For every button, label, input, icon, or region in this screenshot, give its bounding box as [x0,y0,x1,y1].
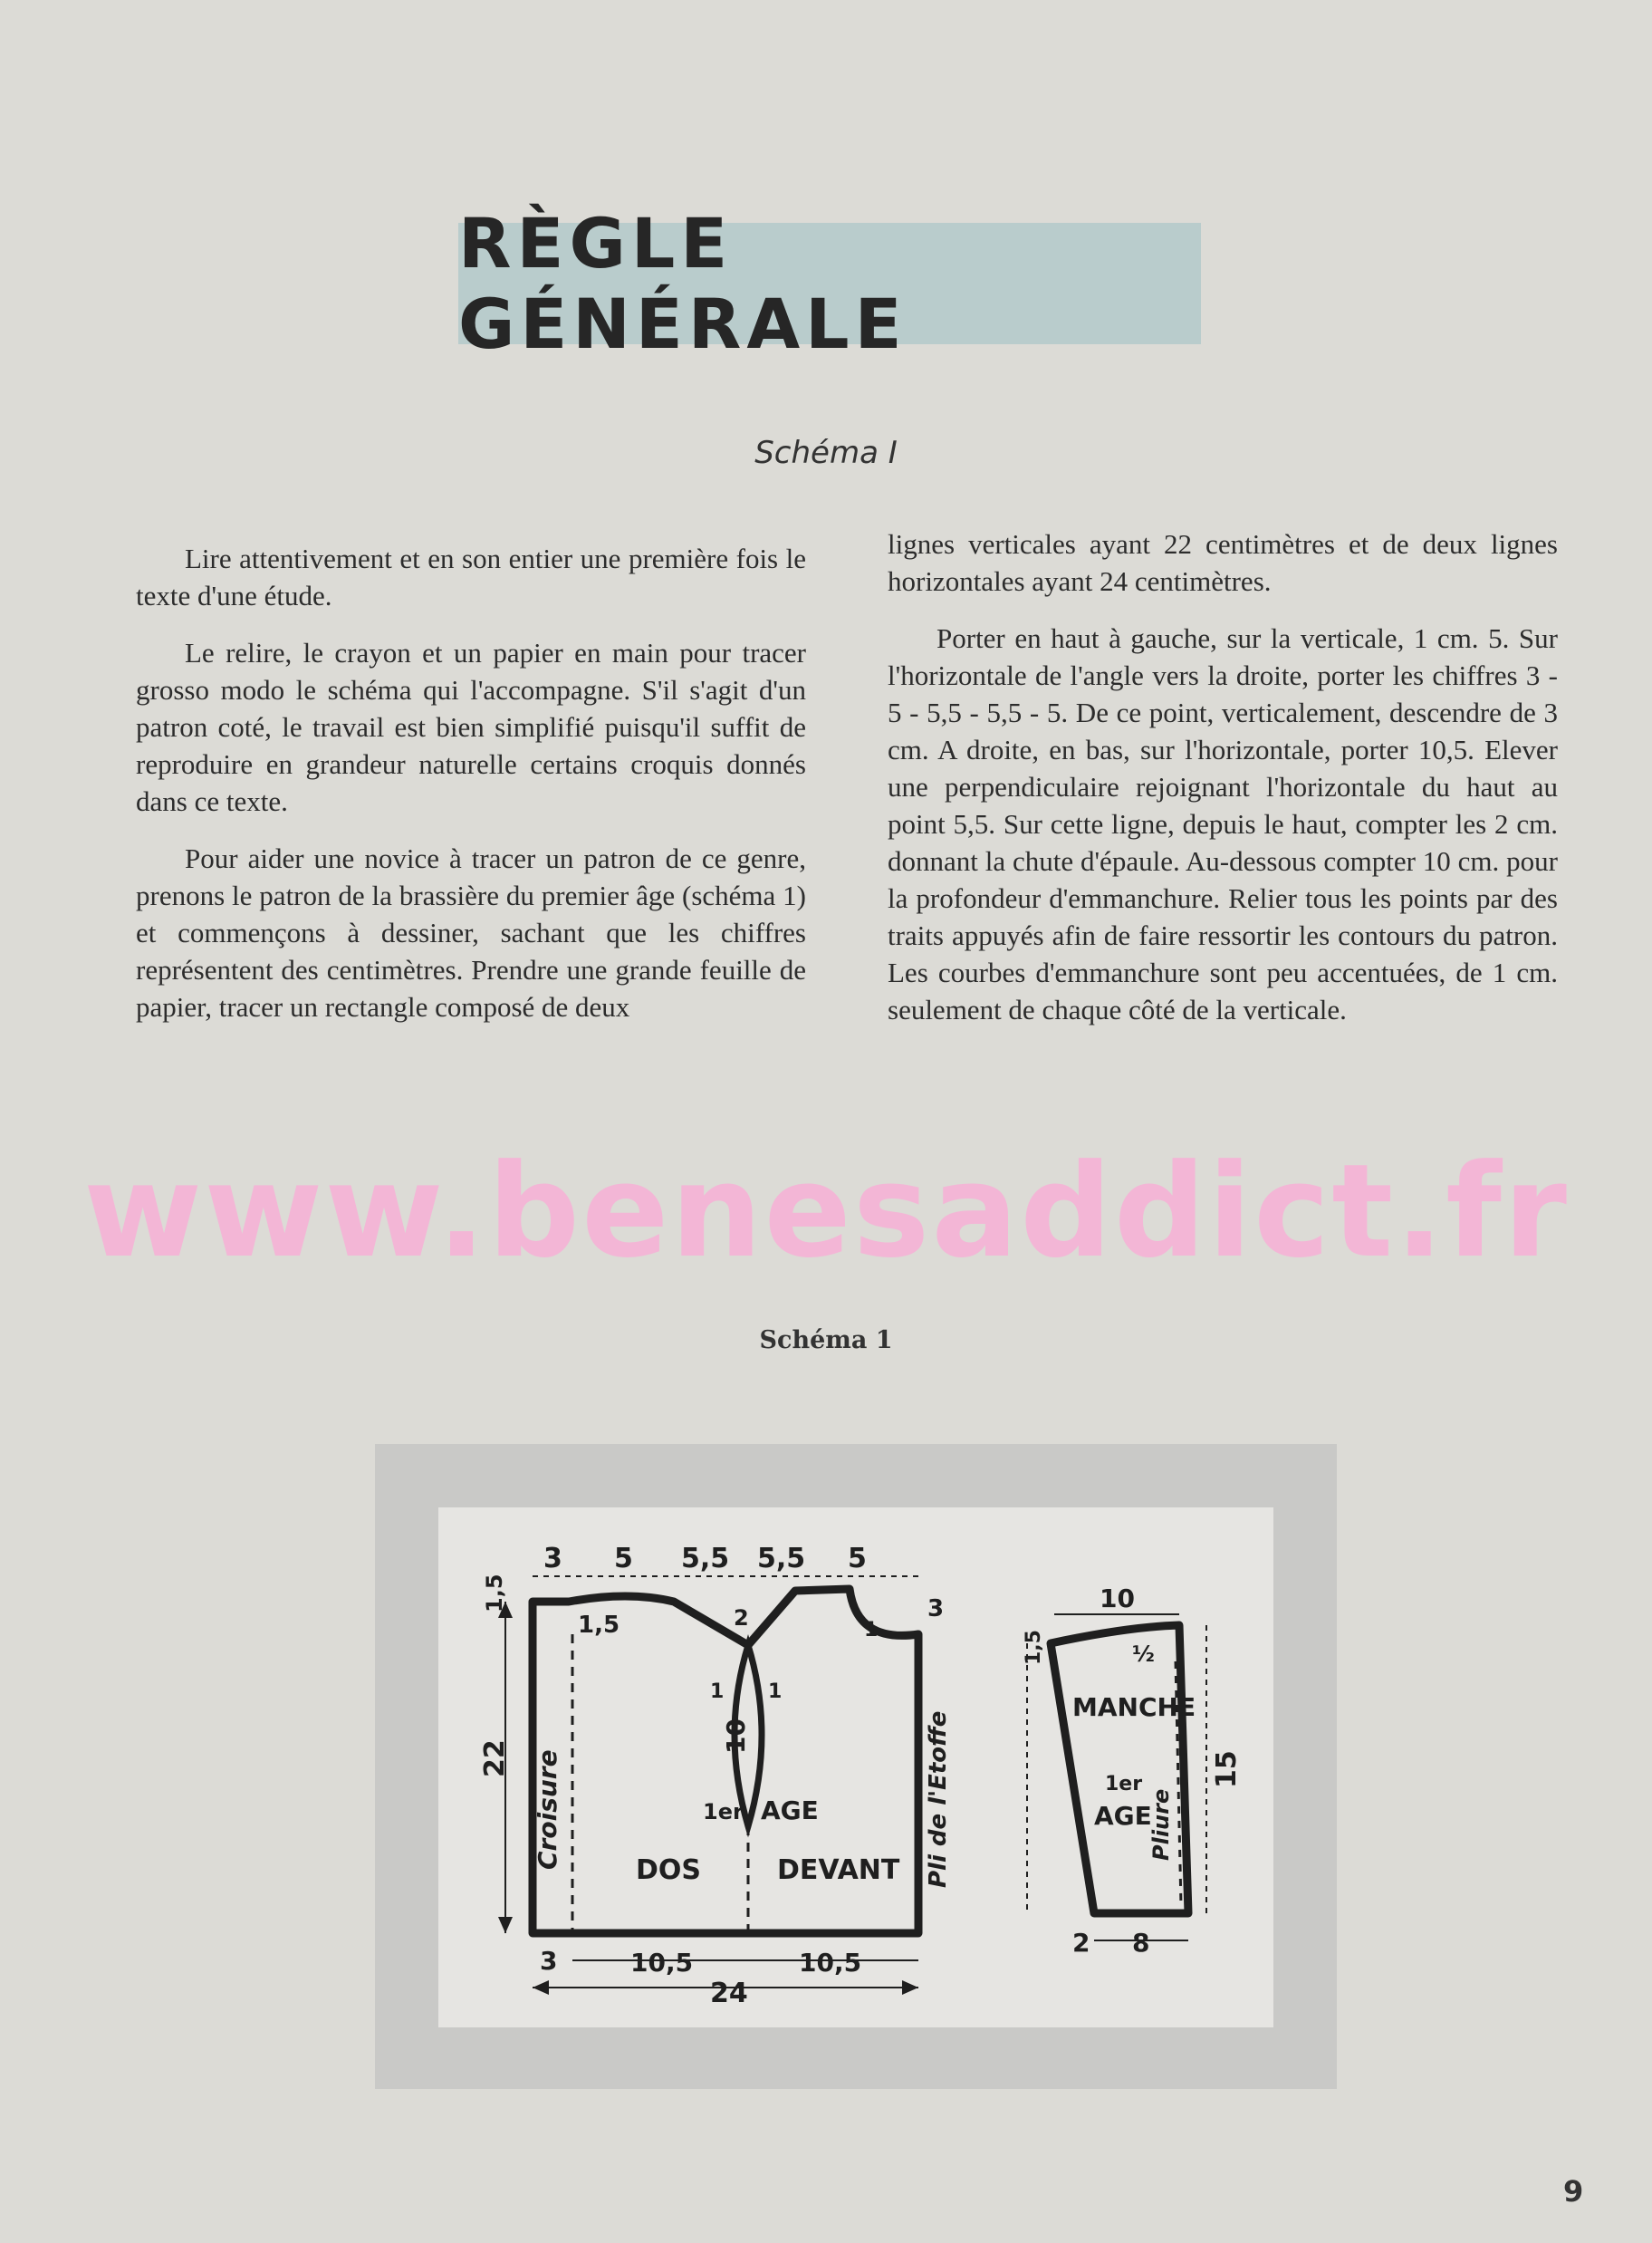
measure-top-2: 5 [614,1543,633,1574]
mark-curve-left: 1 [710,1680,725,1703]
paragraph: lignes verticales ayant 22 centimètres et de deux lignes horizontales ayant 24 centimètres. [888,528,1558,597]
text-column-left [136,540,806,1045]
label-age-2: AGE [761,1795,819,1825]
measure-bottom-left: 3 [540,1946,558,1976]
sleeve-label-age-2: AGE [1094,1801,1152,1831]
label-devant: DEVANT [777,1854,900,1886]
measure-top-5: 5 [848,1543,867,1574]
sleeve-label-age-1: 1er [1105,1773,1143,1795]
measure-depth: 10 [721,1718,751,1754]
page-title: RÈGLE GÉNÉRALE [458,203,908,364]
arrow-left [533,1980,549,1995]
paragraph: Le relire, le crayon et un papier en main pour tracer grosso modo le schéma qui l'accompagne. S'il s'agit d'un patron coté, le travail est bien simplifié puisqu'il suffit de reproduire en grandeur naturelle certains croquis donnés dans ce texte. [136,637,806,817]
sleeve-measure-top: 10 [1100,1584,1135,1613]
paragraph: Porter en haut à gauche, sur la verticale, 1 cm. 5. Sur l'horizontale de l'angle vers la droite, porter les chiffres 3 - 5 - 5,5 - 5,5 - 5. De ce point, verticalement, descendre de 3 cm. A droite, en bas, sur l'horizontale, porter 10,5. Elever une perpendiculaire rejoignant l'horizontale du haut au point 5,5. Sur cette ligne, depuis le haut, compter les 2 cm. donnant la chute d'épaule. Au-dessous compter 10 cm. pour la profondeur d'emmanchure. Relier tous les points par des traits appuyés afin de faire ressortir les contours du patron. Les courbes d'emmanchure sont peu accentuées, de 1 cm. seulement de chaque côté de la verticale. [888,622,1558,1025]
measure-top-1: 3 [543,1543,562,1574]
paragraph: Lire attentivement et en son entier une première fois le texte d'une étude. [136,543,806,611]
measure-left-top: 1,5 [482,1574,507,1612]
sleeve-measure-left: 1,5 [1023,1630,1045,1665]
pattern-diagram-frame [375,1444,1337,2089]
measure-bottom-mid-left: 10,5 [630,1948,694,1978]
sleeve-outline [1051,1625,1188,1913]
sleeve-measure-bottom-right: 8 [1132,1928,1150,1958]
arrow-down [498,1917,513,1933]
label-age-1: 1er [703,1799,744,1824]
label-croisure: Croisure [533,1749,562,1870]
watermark: www.benesaddict.fr [83,1137,1569,1286]
measure-inner: 1,5 [578,1612,620,1639]
figure-caption: Schéma 1 [759,1326,893,1354]
sleeve-label-pliure: Pliure [1148,1788,1174,1861]
measure-top-3: 5,5 [681,1543,730,1574]
measure-top-4: 5,5 [757,1543,806,1574]
measure-height: 22 [479,1739,511,1777]
sleeve-measure-height: 15 [1211,1750,1243,1788]
sleeve-measure-half: ½ [1132,1641,1155,1667]
pattern-diagram [438,1507,1273,2027]
mark-curve-right: 1 [768,1680,783,1703]
measure-bottom-mid-right: 10,5 [799,1948,862,1978]
sleeve-label-manche: MANCHE [1072,1692,1196,1722]
title-banner [458,203,1201,364]
text-column-right [888,525,1558,1048]
paragraph: Pour aider une novice à tracer un patron de ce genre, prenons le patron de la brassière du premier âge (schéma 1) et commençons à dessiner, sachant que les chiffres représentent des centimètres. Prendre une grande feuille de papier, tracer un rectangle composé de deux [136,842,806,1023]
pattern-drawing [438,1507,1273,2027]
measure-shoulder: 2 [734,1605,749,1631]
measure-total: 24 [710,1978,748,2009]
mark-armhole: 1 [864,1619,879,1641]
arrow-right [902,1980,918,1995]
label-pli-etoffe: Pli de l'Etoffe [925,1710,952,1888]
page-number: 9 [1563,2174,1584,2209]
measure-right: 3 [927,1595,945,1622]
sleeve-measure-bottom-left: 2 [1072,1928,1090,1958]
label-dos: DOS [636,1854,702,1886]
section-subtitle: Schéma I [754,435,898,471]
